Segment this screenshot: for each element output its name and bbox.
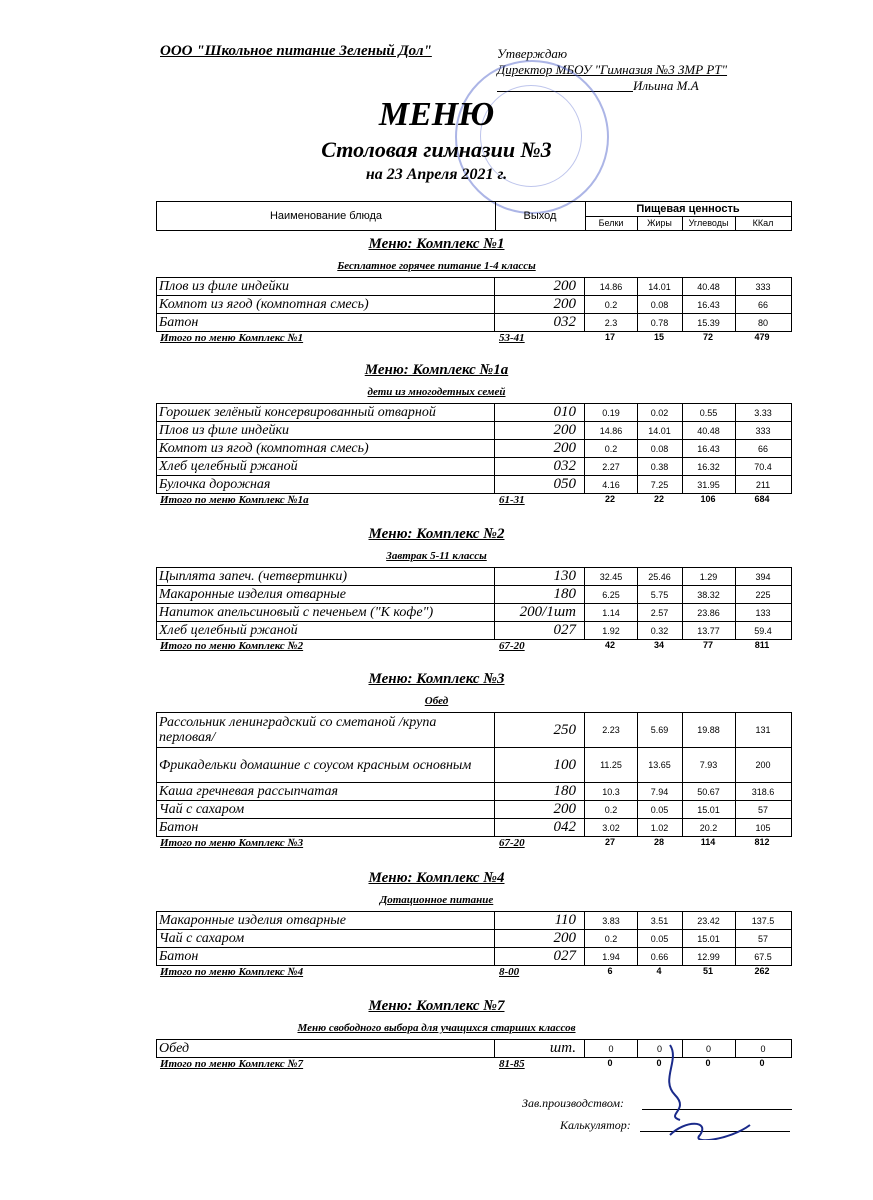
dish-proteins: 2.27 xyxy=(585,458,638,475)
dish-carbs: 23.86 xyxy=(682,604,736,621)
dish-kcal: 137.5 xyxy=(751,915,775,926)
complex-total xyxy=(156,494,790,508)
dish-kcal: 70.4 xyxy=(754,461,772,472)
dish-output: 027 xyxy=(495,948,585,965)
table-row xyxy=(156,818,792,837)
dish-proteins: 0.2 xyxy=(585,801,638,818)
header-kcal: ККал xyxy=(752,218,774,228)
header-name: Наименование блюда xyxy=(157,202,496,230)
table-row xyxy=(156,403,792,422)
total-proteins: 0 xyxy=(607,1058,613,1068)
dish-proteins: 0.2 xyxy=(585,440,638,457)
table-row xyxy=(156,295,792,314)
dish-kcal: 211 xyxy=(755,479,771,490)
dish-name: Компот из ягод (компотная смесь) xyxy=(157,440,495,457)
dish-carbs: 13.77 xyxy=(682,622,736,639)
dish-fats: 0.32 xyxy=(637,622,683,639)
total-output: 67-20 xyxy=(499,640,525,652)
dish-name: Хлеб целебный ржаной xyxy=(157,458,495,475)
dish-proteins: 32.45 xyxy=(585,568,638,585)
dish-carbs: 0.55 xyxy=(682,404,736,421)
total-kcal: 479 xyxy=(754,332,770,342)
dish-carbs: 16.43 xyxy=(682,440,736,457)
header-nutrition: Пищевая ценность xyxy=(585,202,791,217)
dish-output: 180 xyxy=(495,586,585,603)
complex-subtitle: Дотационное питание xyxy=(379,894,494,906)
dish-carbs: 20.2 xyxy=(682,819,736,836)
production-head-signature xyxy=(522,1096,624,1111)
dish-name: Каша гречневая рассыпчатая xyxy=(157,783,495,800)
dish-output: 200 xyxy=(495,296,585,313)
dish-fats: 0.66 xyxy=(637,948,683,965)
dish-fats: 7.25 xyxy=(637,476,683,493)
complex-title: Меню: Комплекс №3 xyxy=(368,671,505,687)
total-carbs: 0 xyxy=(705,1058,711,1068)
dish-kcal: 57 xyxy=(757,933,768,944)
dish-name: Обед xyxy=(157,1040,495,1057)
dish-output: 200 xyxy=(495,422,585,439)
company-name: ООО "Школьное питание Зеленый Дол" xyxy=(160,43,432,59)
dish-fats: 5.69 xyxy=(637,713,683,747)
dish-carbs: 50.67 xyxy=(682,783,736,800)
total-kcal: 0 xyxy=(759,1058,765,1068)
complex-title: Меню: Комплекс №1 xyxy=(368,236,505,252)
dish-proteins: 1.14 xyxy=(585,604,638,621)
total-fats: 22 xyxy=(653,494,664,504)
dish-proteins: 6.25 xyxy=(585,586,638,603)
table-row xyxy=(156,439,792,458)
dish-proteins: 14.86 xyxy=(585,278,638,295)
table-header xyxy=(156,201,792,231)
page-date: на 23 Апреля 2021 г. xyxy=(365,166,508,183)
dish-name: Горошек зелёный консервированный отварной xyxy=(157,404,495,421)
table-row xyxy=(156,947,792,966)
total-proteins: 17 xyxy=(604,332,615,342)
table-row xyxy=(156,457,792,476)
dish-kcal: 105 xyxy=(755,822,771,833)
table-row xyxy=(156,621,792,640)
dish-fats: 2.57 xyxy=(637,604,683,621)
dish-name: Макаронные изделия отварные xyxy=(157,912,495,929)
total-carbs: 51 xyxy=(702,966,713,976)
dish-carbs: 7.93 xyxy=(682,748,736,782)
dish-kcal: 394 xyxy=(755,571,771,582)
dish-output: 200 xyxy=(495,278,585,295)
table-row xyxy=(156,313,792,332)
dish-kcal: 131 xyxy=(755,725,771,735)
handwritten-signature xyxy=(640,1040,760,1140)
complex-title: Меню: Комплекс №2 xyxy=(368,526,505,542)
dish-kcal: 67.5 xyxy=(754,951,772,962)
dish-fats: 13.65 xyxy=(637,748,683,782)
page-subtitle: Столовая гимназии №3 xyxy=(321,137,552,162)
total-fats: 4 xyxy=(656,966,662,976)
dish-fats: 7.94 xyxy=(637,783,683,800)
table-row xyxy=(156,712,792,748)
page-title: МЕНЮ xyxy=(378,96,495,133)
dish-proteins: 0.2 xyxy=(585,296,638,313)
total-fats: 0 xyxy=(656,1058,662,1068)
dish-carbs: 12.99 xyxy=(682,948,736,965)
dish-output: 250 xyxy=(495,713,585,747)
dish-carbs: 15.01 xyxy=(682,930,736,947)
dish-proteins: 2.23 xyxy=(585,713,638,747)
total-fats: 28 xyxy=(653,837,664,847)
dish-fats: 5.75 xyxy=(637,586,683,603)
dish-proteins: 0 xyxy=(585,1040,638,1057)
total-proteins: 27 xyxy=(604,837,615,847)
dish-proteins: 11.25 xyxy=(585,748,638,782)
dish-name: Рассольник ленинградский со сметаной /крупа перловая/ xyxy=(157,713,495,747)
dish-proteins: 3.02 xyxy=(585,819,638,836)
total-proteins: 42 xyxy=(604,640,615,650)
total-label: Итого по меню Комплекс №2 xyxy=(160,640,304,652)
table-row xyxy=(156,747,792,783)
total-fats: 15 xyxy=(653,332,664,342)
dish-fats: 0 xyxy=(637,1040,683,1057)
complex-subtitle: Обед xyxy=(424,695,449,707)
dish-kcal: 66 xyxy=(757,443,768,454)
dish-fats: 0.05 xyxy=(637,930,683,947)
dish-kcal: 200 xyxy=(755,760,771,770)
table-row xyxy=(156,911,792,930)
total-kcal: 684 xyxy=(754,494,770,504)
complex-title: Меню: Комплекс №7 xyxy=(368,998,505,1014)
dish-kcal: 80 xyxy=(757,317,768,328)
header-carbs: Углеводы xyxy=(682,216,736,230)
total-carbs: 77 xyxy=(702,640,713,650)
dish-name: Плов из филе индейки xyxy=(157,278,495,295)
complex-total xyxy=(156,966,790,980)
table-row xyxy=(156,475,792,494)
dish-carbs: 19.88 xyxy=(682,713,736,747)
dish-kcal: 333 xyxy=(755,425,771,436)
dish-name: Компот из ягод (компотная смесь) xyxy=(157,296,495,313)
dish-output: 200/1шт xyxy=(495,604,585,621)
table-row xyxy=(156,567,792,586)
dish-output: 027 xyxy=(495,622,585,639)
total-proteins: 6 xyxy=(607,966,613,976)
total-label: Итого по меню Комплекс №7 xyxy=(160,1058,304,1070)
table-row xyxy=(156,782,792,801)
dish-fats: 0.02 xyxy=(637,404,683,421)
dish-carbs: 23.42 xyxy=(682,912,736,929)
dish-proteins: 0.19 xyxy=(585,404,638,421)
total-kcal: 812 xyxy=(754,837,770,847)
dish-name: Батон xyxy=(157,314,495,331)
dish-kcal: 333 xyxy=(755,281,771,292)
dish-name: Чай с сахаром xyxy=(157,801,495,818)
total-output: 67-20 xyxy=(499,837,525,849)
dish-carbs: 0 xyxy=(682,1040,736,1057)
dish-carbs: 31.95 xyxy=(682,476,736,493)
dish-proteins: 4.16 xyxy=(585,476,638,493)
dish-carbs: 15.39 xyxy=(682,314,736,331)
dish-proteins: 2.3 xyxy=(585,314,638,331)
complex-subtitle: Меню свободного выбора для учащихся старших классов xyxy=(297,1022,576,1034)
approve-label: Утверждаю xyxy=(497,46,568,61)
complex-subtitle: Бесплатное горячее питание 1-4 классы xyxy=(337,260,536,272)
dish-name: Фрикадельки домашние с соусом красным основным xyxy=(157,748,495,782)
complex-subtitle: дети из многодетных семей xyxy=(367,386,506,398)
dish-fats: 0.05 xyxy=(637,801,683,818)
dish-output: 110 xyxy=(495,912,585,929)
complex-subtitle: Завтрак 5-11 классы xyxy=(386,550,487,562)
dish-kcal: 225 xyxy=(755,589,771,600)
dish-proteins: 0.2 xyxy=(585,930,638,947)
calculator-signature xyxy=(560,1118,631,1133)
dish-fats: 25.46 xyxy=(637,568,683,585)
approve-position: Директор МБОУ "Гимназия №3 ЗМР РТ" xyxy=(497,62,728,77)
total-output: 61-31 xyxy=(499,494,525,506)
total-kcal: 811 xyxy=(754,640,770,650)
dish-output: 180 xyxy=(495,783,585,800)
dish-fats: 0.08 xyxy=(637,296,683,313)
header-fats: Жиры xyxy=(637,216,683,230)
production-head-label: Зав.производством: xyxy=(522,1096,625,1110)
dish-carbs: 38.32 xyxy=(682,586,736,603)
total-output: 53-41 xyxy=(499,332,525,344)
dish-name: Хлеб целебный ржаной xyxy=(157,622,495,639)
dish-name: Плов из филе индейки xyxy=(157,422,495,439)
dish-output: 130 xyxy=(495,568,585,585)
dish-output: 010 xyxy=(495,404,585,421)
dish-fats: 0.08 xyxy=(637,440,683,457)
dish-proteins: 14.86 xyxy=(585,422,638,439)
total-label: Итого по меню Комплекс №1 xyxy=(160,332,304,344)
complex-total xyxy=(156,332,790,346)
total-label: Итого по меню Комплекс №3 xyxy=(160,837,304,849)
dish-kcal: 0 xyxy=(760,1043,766,1054)
dish-output: 042 xyxy=(495,819,585,836)
table-row xyxy=(156,800,792,819)
dish-fats: 0.78 xyxy=(637,314,683,331)
dish-proteins: 1.94 xyxy=(585,948,638,965)
dish-output: 100 xyxy=(495,748,585,782)
header-output: Выход xyxy=(495,202,586,230)
approve-name: Ильина М.А xyxy=(633,78,699,93)
dish-carbs: 16.43 xyxy=(682,296,736,313)
calculator-label: Калькулятор: xyxy=(560,1118,631,1132)
complex-total xyxy=(156,640,790,654)
dish-kcal: 3.33 xyxy=(754,407,772,418)
total-carbs: 114 xyxy=(700,837,716,847)
dish-kcal: 66 xyxy=(757,299,768,310)
dish-output: 200 xyxy=(495,440,585,457)
dish-fats: 0.38 xyxy=(637,458,683,475)
table-row xyxy=(156,277,792,296)
dish-proteins: 3.83 xyxy=(585,912,638,929)
table-row xyxy=(156,421,792,440)
dish-carbs: 15.01 xyxy=(682,801,736,818)
table-row xyxy=(156,929,792,948)
dish-name: Цыплята запеч. (четвертинки) xyxy=(157,568,495,585)
complex-title: Меню: Комплекс №1а xyxy=(364,362,509,378)
dish-name: Чай с сахаром xyxy=(157,930,495,947)
dish-fats: 1.02 xyxy=(637,819,683,836)
total-output: 8-00 xyxy=(499,966,520,978)
dish-output: шт. xyxy=(495,1040,585,1057)
complex-total xyxy=(156,837,790,851)
header-proteins: Белки xyxy=(585,216,638,230)
dish-carbs: 1.29 xyxy=(682,568,736,585)
total-carbs: 72 xyxy=(702,332,713,342)
dish-output: 200 xyxy=(495,930,585,947)
total-label: Итого по меню Комплекс №1а xyxy=(160,494,309,506)
dish-name: Батон xyxy=(157,948,495,965)
dish-output: 050 xyxy=(495,476,585,493)
dish-carbs: 40.48 xyxy=(682,422,736,439)
dish-output: 032 xyxy=(495,458,585,475)
dish-output: 200 xyxy=(495,801,585,818)
complex-title: Меню: Комплекс №4 xyxy=(368,870,505,886)
dish-carbs: 16.32 xyxy=(682,458,736,475)
table-row xyxy=(156,585,792,604)
dish-proteins: 10.3 xyxy=(585,783,638,800)
dish-name: Напиток апельсиновый с печеньем ("К кофе") xyxy=(157,604,495,621)
dish-proteins: 1.92 xyxy=(585,622,638,639)
dish-carbs: 40.48 xyxy=(682,278,736,295)
dish-kcal: 318.6 xyxy=(751,786,775,797)
dish-name: Макаронные изделия отварные xyxy=(157,586,495,603)
total-label: Итого по меню Комплекс №4 xyxy=(160,966,304,978)
dish-fats: 3.51 xyxy=(637,912,683,929)
total-proteins: 22 xyxy=(604,494,615,504)
dish-name: Батон xyxy=(157,819,495,836)
total-fats: 34 xyxy=(653,640,664,650)
total-carbs: 106 xyxy=(700,494,716,504)
dish-output: 032 xyxy=(495,314,585,331)
dish-fats: 14.01 xyxy=(637,278,683,295)
dish-kcal: 57 xyxy=(757,804,768,815)
dish-name: Булочка дорожная xyxy=(157,476,495,493)
dish-kcal: 133 xyxy=(755,607,771,618)
total-output: 81-85 xyxy=(499,1058,525,1070)
dish-kcal: 59.4 xyxy=(754,625,772,636)
total-kcal: 262 xyxy=(754,966,770,976)
table-row xyxy=(156,603,792,622)
dish-fats: 14.01 xyxy=(637,422,683,439)
